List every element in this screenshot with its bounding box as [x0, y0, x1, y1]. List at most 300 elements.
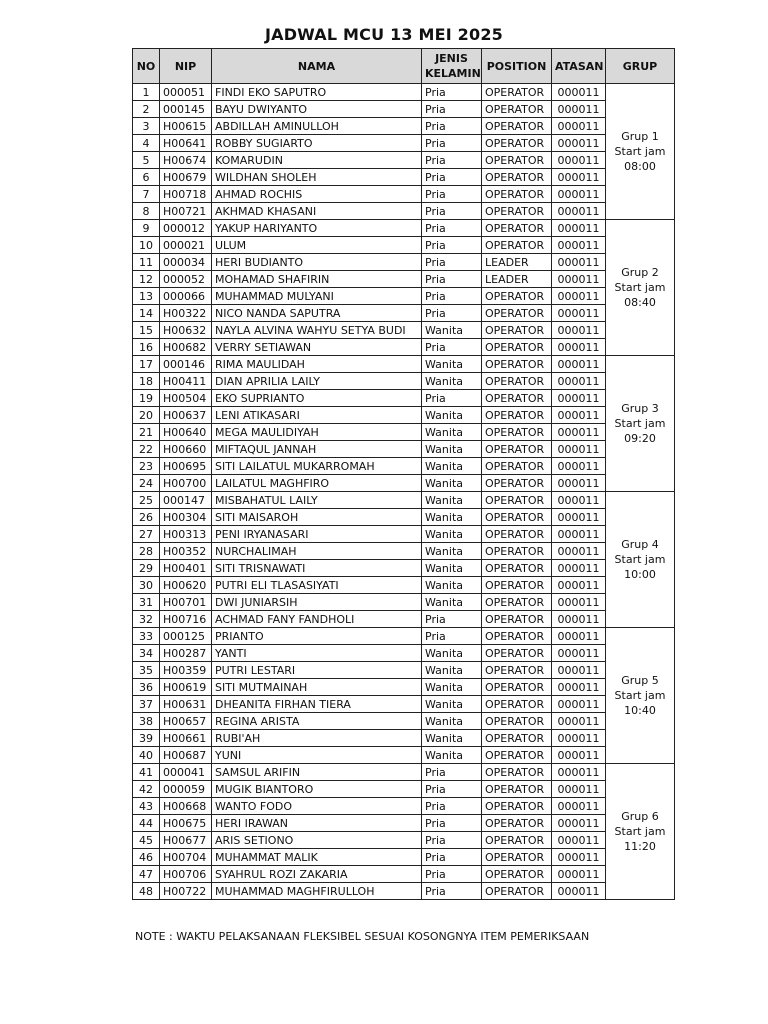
cell-jenis-kelamin: Wanita — [422, 679, 482, 696]
table-row — [133, 475, 675, 492]
cell-position: OPERATOR — [482, 560, 552, 577]
cell-nama: ARIS SETIONO — [212, 832, 422, 849]
cell-nip: H00706 — [160, 866, 212, 883]
cell-nama: SAMSUL ARIFIN — [212, 764, 422, 781]
cell-no: 46 — [133, 849, 160, 866]
cell-nip: H00721 — [160, 203, 212, 220]
cell-nip: H00641 — [160, 135, 212, 152]
group-cell — [606, 356, 675, 492]
cell-nip: H00411 — [160, 373, 212, 390]
header-nip: NIP — [160, 49, 212, 84]
cell-nama: PUTRI ELI TLASASIYATI — [212, 577, 422, 594]
group-start-label: Start jam — [614, 417, 666, 430]
cell-jenis-kelamin: Wanita — [422, 645, 482, 662]
cell-nama: MUHAMMAT MALIK — [212, 849, 422, 866]
cell-no: 10 — [133, 237, 160, 254]
cell-atasan: 000011 — [552, 237, 606, 254]
cell-atasan: 000011 — [552, 169, 606, 186]
cell-nip: H00657 — [160, 713, 212, 730]
cell-nama: LAILATUL MAGHFIRO — [212, 475, 422, 492]
group-start-label: Start jam — [614, 825, 666, 838]
cell-nama: ULUM — [212, 237, 422, 254]
cell-atasan: 000011 — [552, 645, 606, 662]
cell-nama: WILDHAN SHOLEH — [212, 169, 422, 186]
cell-atasan: 000011 — [552, 424, 606, 441]
cell-position: OPERATOR — [482, 815, 552, 832]
cell-jenis-kelamin: Pria — [422, 220, 482, 237]
cell-jenis-kelamin: Pria — [422, 152, 482, 169]
table-row — [133, 237, 675, 254]
cell-atasan: 000011 — [552, 798, 606, 815]
cell-nip: 000052 — [160, 271, 212, 288]
group-label: Grup 6 — [621, 810, 659, 823]
cell-jenis-kelamin: Wanita — [422, 594, 482, 611]
cell-atasan: 000011 — [552, 696, 606, 713]
cell-no: 24 — [133, 475, 160, 492]
cell-atasan: 000011 — [552, 373, 606, 390]
header-grup: GRUP — [606, 49, 675, 84]
cell-no: 44 — [133, 815, 160, 832]
table-row — [133, 169, 675, 186]
cell-nama: MUHAMMAD MULYANI — [212, 288, 422, 305]
cell-no: 37 — [133, 696, 160, 713]
cell-jenis-kelamin: Pria — [422, 849, 482, 866]
group-time: 09:20 — [624, 432, 656, 445]
group-time: 08:40 — [624, 296, 656, 309]
table-row — [133, 407, 675, 424]
group-cell — [606, 492, 675, 628]
cell-position: OPERATOR — [482, 747, 552, 764]
cell-position: OPERATOR — [482, 101, 552, 118]
cell-no: 7 — [133, 186, 160, 203]
cell-nip: 000034 — [160, 254, 212, 271]
table-row — [133, 101, 675, 118]
cell-atasan: 000011 — [552, 305, 606, 322]
cell-atasan: 000011 — [552, 866, 606, 883]
cell-jenis-kelamin: Wanita — [422, 407, 482, 424]
group-label: Grup 2 — [621, 266, 659, 279]
cell-atasan: 000011 — [552, 594, 606, 611]
cell-jenis-kelamin: Pria — [422, 628, 482, 645]
cell-nip: H00682 — [160, 339, 212, 356]
cell-position: OPERATOR — [482, 849, 552, 866]
cell-nama: VERRY SETIAWAN — [212, 339, 422, 356]
table-header — [133, 49, 675, 84]
cell-nip: H00615 — [160, 118, 212, 135]
cell-nama: DIAN APRILIA LAILY — [212, 373, 422, 390]
table-row — [133, 849, 675, 866]
table-row — [133, 203, 675, 220]
group-start-label: Start jam — [614, 553, 666, 566]
cell-jenis-kelamin: Wanita — [422, 356, 482, 373]
table-row — [133, 866, 675, 883]
cell-no: 8 — [133, 203, 160, 220]
group-cell — [606, 764, 675, 900]
cell-jenis-kelamin: Pria — [422, 883, 482, 900]
cell-position: OPERATOR — [482, 798, 552, 815]
group-start-label: Start jam — [614, 145, 666, 158]
table-row — [133, 662, 675, 679]
table-row — [133, 747, 675, 764]
cell-jenis-kelamin: Pria — [422, 101, 482, 118]
cell-position: OPERATOR — [482, 730, 552, 747]
table-row — [133, 305, 675, 322]
cell-no: 11 — [133, 254, 160, 271]
cell-no: 17 — [133, 356, 160, 373]
cell-nama: ABDILLAH AMINULLOH — [212, 118, 422, 135]
cell-no: 45 — [133, 832, 160, 849]
cell-nip: H00620 — [160, 577, 212, 594]
cell-nip: H00304 — [160, 509, 212, 526]
cell-atasan: 000011 — [552, 390, 606, 407]
cell-position: OPERATOR — [482, 339, 552, 356]
cell-position: LEADER — [482, 254, 552, 271]
cell-no: 2 — [133, 101, 160, 118]
cell-jenis-kelamin: Pria — [422, 305, 482, 322]
cell-nip: H00704 — [160, 849, 212, 866]
cell-jenis-kelamin: Wanita — [422, 577, 482, 594]
cell-jenis-kelamin: Wanita — [422, 560, 482, 577]
group-label: Grup 3 — [621, 402, 659, 415]
table-row — [133, 322, 675, 339]
cell-atasan: 000011 — [552, 339, 606, 356]
table-row — [133, 390, 675, 407]
cell-nip: 000146 — [160, 356, 212, 373]
cell-atasan: 000011 — [552, 271, 606, 288]
cell-atasan: 000011 — [552, 101, 606, 118]
cell-atasan: 000011 — [552, 288, 606, 305]
cell-position: OPERATOR — [482, 305, 552, 322]
cell-no: 47 — [133, 866, 160, 883]
cell-nip: H00352 — [160, 543, 212, 560]
cell-nip: H00640 — [160, 424, 212, 441]
cell-nip: 000012 — [160, 220, 212, 237]
cell-atasan: 000011 — [552, 492, 606, 509]
cell-no: 5 — [133, 152, 160, 169]
cell-nip: 000145 — [160, 101, 212, 118]
cell-jenis-kelamin: Pria — [422, 254, 482, 271]
cell-position: OPERATOR — [482, 186, 552, 203]
cell-nama: AHMAD ROCHIS — [212, 186, 422, 203]
cell-jenis-kelamin: Pria — [422, 203, 482, 220]
table-row — [133, 339, 675, 356]
cell-jenis-kelamin: Pria — [422, 611, 482, 628]
cell-jenis-kelamin: Pria — [422, 135, 482, 152]
cell-nip: 000041 — [160, 764, 212, 781]
cell-nama: HERI BUDIANTO — [212, 254, 422, 271]
group-start-label: Start jam — [614, 689, 666, 702]
cell-no: 35 — [133, 662, 160, 679]
cell-atasan: 000011 — [552, 560, 606, 577]
cell-nip: 000059 — [160, 781, 212, 798]
table-row — [133, 577, 675, 594]
table-row — [133, 186, 675, 203]
cell-no: 26 — [133, 509, 160, 526]
cell-nip: H00632 — [160, 322, 212, 339]
cell-nip: H00660 — [160, 441, 212, 458]
table-row — [133, 798, 675, 815]
cell-position: OPERATOR — [482, 883, 552, 900]
cell-atasan: 000011 — [552, 135, 606, 152]
cell-jenis-kelamin: Wanita — [422, 730, 482, 747]
cell-nama: MUGIK BIANTORO — [212, 781, 422, 798]
cell-nip: H00287 — [160, 645, 212, 662]
table-row — [133, 645, 675, 662]
cell-nip: 000066 — [160, 288, 212, 305]
cell-no: 25 — [133, 492, 160, 509]
cell-jenis-kelamin: Pria — [422, 169, 482, 186]
cell-nip: H00718 — [160, 186, 212, 203]
cell-no: 13 — [133, 288, 160, 305]
group-time: 08:00 — [624, 160, 656, 173]
cell-atasan: 000011 — [552, 458, 606, 475]
cell-nama: ACHMAD FANY FANDHOLI — [212, 611, 422, 628]
cell-nip: H00722 — [160, 883, 212, 900]
cell-no: 42 — [133, 781, 160, 798]
cell-jenis-kelamin: Pria — [422, 271, 482, 288]
cell-nama: DHEANITA FIRHAN TIERA — [212, 696, 422, 713]
cell-jenis-kelamin: Pria — [422, 390, 482, 407]
cell-no: 19 — [133, 390, 160, 407]
table-row — [133, 424, 675, 441]
cell-nip: H00631 — [160, 696, 212, 713]
cell-jenis-kelamin: Wanita — [422, 713, 482, 730]
cell-nama: REGINA ARISTA — [212, 713, 422, 730]
table-row — [133, 832, 675, 849]
table-row — [133, 441, 675, 458]
cell-jenis-kelamin: Wanita — [422, 696, 482, 713]
cell-nama: SITI MUTMAINAH — [212, 679, 422, 696]
cell-atasan: 000011 — [552, 220, 606, 237]
group-cell — [606, 84, 675, 220]
schedule-table — [132, 48, 675, 900]
cell-nip: H00322 — [160, 305, 212, 322]
cell-atasan: 000011 — [552, 509, 606, 526]
cell-position: OPERATOR — [482, 543, 552, 560]
cell-position: OPERATOR — [482, 373, 552, 390]
cell-position: OPERATOR — [482, 509, 552, 526]
cell-position: OPERATOR — [482, 662, 552, 679]
cell-nip: 000021 — [160, 237, 212, 254]
cell-jenis-kelamin: Pria — [422, 288, 482, 305]
cell-atasan: 000011 — [552, 441, 606, 458]
cell-no: 32 — [133, 611, 160, 628]
cell-nip: H00687 — [160, 747, 212, 764]
cell-nama: MOHAMAD SHAFIRIN — [212, 271, 422, 288]
cell-position: OPERATOR — [482, 492, 552, 509]
cell-jenis-kelamin: Wanita — [422, 543, 482, 560]
cell-nip: 000147 — [160, 492, 212, 509]
header-no: NO — [133, 49, 160, 84]
cell-no: 9 — [133, 220, 160, 237]
cell-nama: AKHMAD KHASANI — [212, 203, 422, 220]
cell-jenis-kelamin: Pria — [422, 237, 482, 254]
table-row — [133, 764, 675, 781]
cell-no: 3 — [133, 118, 160, 135]
group-time: 10:00 — [624, 568, 656, 581]
cell-no: 31 — [133, 594, 160, 611]
cell-nama: PENI IRYANASARI — [212, 526, 422, 543]
cell-position: OPERATOR — [482, 526, 552, 543]
cell-position: OPERATOR — [482, 832, 552, 849]
cell-jenis-kelamin: Pria — [422, 118, 482, 135]
cell-nama: SITI MAISAROH — [212, 509, 422, 526]
cell-nama: SITI TRISNAWATI — [212, 560, 422, 577]
cell-jenis-kelamin: Pria — [422, 781, 482, 798]
cell-no: 40 — [133, 747, 160, 764]
cell-jenis-kelamin: Wanita — [422, 492, 482, 509]
table-row — [133, 84, 675, 101]
cell-atasan: 000011 — [552, 543, 606, 560]
group-time: 11:20 — [624, 840, 656, 853]
cell-position: OPERATOR — [482, 696, 552, 713]
cell-atasan: 000011 — [552, 203, 606, 220]
cell-no: 36 — [133, 679, 160, 696]
table-row — [133, 730, 675, 747]
table-row — [133, 220, 675, 237]
cell-no: 23 — [133, 458, 160, 475]
cell-atasan: 000011 — [552, 84, 606, 101]
cell-position: OPERATOR — [482, 594, 552, 611]
cell-atasan: 000011 — [552, 118, 606, 135]
cell-position: OPERATOR — [482, 628, 552, 645]
cell-nama: YANTI — [212, 645, 422, 662]
cell-nama: BAYU DWIYANTO — [212, 101, 422, 118]
cell-position: OPERATOR — [482, 611, 552, 628]
cell-no: 34 — [133, 645, 160, 662]
group-start-label: Start jam — [614, 281, 666, 294]
cell-nama: NICO NANDA SAPUTRA — [212, 305, 422, 322]
group-time: 10:40 — [624, 704, 656, 717]
table-body — [133, 84, 675, 900]
cell-atasan: 000011 — [552, 254, 606, 271]
cell-no: 22 — [133, 441, 160, 458]
cell-no: 48 — [133, 883, 160, 900]
cell-position: OPERATOR — [482, 220, 552, 237]
page-title: JADWAL MCU 13 MEI 2025 — [264, 25, 504, 44]
cell-position: OPERATOR — [482, 713, 552, 730]
cell-position: OPERATOR — [482, 288, 552, 305]
cell-nip: H00313 — [160, 526, 212, 543]
cell-position: OPERATOR — [482, 475, 552, 492]
cell-nip: H00668 — [160, 798, 212, 815]
cell-no: 27 — [133, 526, 160, 543]
cell-nama: MISBAHATUL LAILY — [212, 492, 422, 509]
cell-nama: FINDI EKO SAPUTRO — [212, 84, 422, 101]
cell-position: OPERATOR — [482, 424, 552, 441]
cell-position: OPERATOR — [482, 407, 552, 424]
cell-nama: RIMA MAULIDAH — [212, 356, 422, 373]
group-cell — [606, 628, 675, 764]
group-cell — [606, 220, 675, 356]
table-row — [133, 594, 675, 611]
table-row — [133, 458, 675, 475]
cell-nip: H00700 — [160, 475, 212, 492]
table-row — [133, 611, 675, 628]
table-row — [133, 713, 675, 730]
cell-atasan: 000011 — [552, 662, 606, 679]
cell-atasan: 000011 — [552, 475, 606, 492]
cell-nama: PRIANTO — [212, 628, 422, 645]
cell-position: OPERATOR — [482, 764, 552, 781]
cell-nama: ROBBY SUGIARTO — [212, 135, 422, 152]
cell-no: 20 — [133, 407, 160, 424]
cell-position: OPERATOR — [482, 152, 552, 169]
cell-nama: EKO SUPRIANTO — [212, 390, 422, 407]
table-row — [133, 373, 675, 390]
cell-nip: H00677 — [160, 832, 212, 849]
table-row — [133, 254, 675, 271]
cell-position: OPERATOR — [482, 441, 552, 458]
cell-position: OPERATOR — [482, 390, 552, 407]
cell-jenis-kelamin: Wanita — [422, 526, 482, 543]
footer-note: NOTE : WAKTU PELAKSANAAN FLEKSIBEL SESUAI KOSONGNYA ITEM PEMERIKSAAN — [135, 930, 590, 943]
cell-atasan: 000011 — [552, 849, 606, 866]
header-nama: NAMA — [212, 49, 422, 84]
cell-nama: SYAHRUL ROZI ZAKARIA — [212, 866, 422, 883]
cell-position: OPERATOR — [482, 458, 552, 475]
cell-jenis-kelamin: Wanita — [422, 373, 482, 390]
cell-atasan: 000011 — [552, 730, 606, 747]
cell-no: 12 — [133, 271, 160, 288]
cell-atasan: 000011 — [552, 713, 606, 730]
cell-position: OPERATOR — [482, 118, 552, 135]
table-row — [133, 271, 675, 288]
cell-no: 18 — [133, 373, 160, 390]
table-row — [133, 679, 675, 696]
cell-position: OPERATOR — [482, 135, 552, 152]
cell-nama: NAYLA ALVINA WAHYU SETYA BUDI — [212, 322, 422, 339]
cell-jenis-kelamin: Pria — [422, 798, 482, 815]
cell-position: OPERATOR — [482, 84, 552, 101]
cell-no: 4 — [133, 135, 160, 152]
cell-jenis-kelamin: Wanita — [422, 662, 482, 679]
cell-no: 21 — [133, 424, 160, 441]
header-atasan: ATASAN — [552, 49, 606, 84]
cell-nip: H00401 — [160, 560, 212, 577]
cell-nip: H00701 — [160, 594, 212, 611]
cell-nip: H00661 — [160, 730, 212, 747]
table-row — [133, 696, 675, 713]
cell-position: OPERATOR — [482, 577, 552, 594]
cell-atasan: 000011 — [552, 577, 606, 594]
cell-nip: H00359 — [160, 662, 212, 679]
cell-atasan: 000011 — [552, 679, 606, 696]
cell-atasan: 000011 — [552, 526, 606, 543]
cell-jenis-kelamin: Wanita — [422, 475, 482, 492]
cell-nip: H00504 — [160, 390, 212, 407]
cell-jenis-kelamin: Pria — [422, 815, 482, 832]
cell-nama: PUTRI LESTARI — [212, 662, 422, 679]
cell-atasan: 000011 — [552, 747, 606, 764]
table-row — [133, 815, 675, 832]
table-row — [133, 509, 675, 526]
table-row — [133, 492, 675, 509]
table-row — [133, 152, 675, 169]
cell-jenis-kelamin: Wanita — [422, 424, 482, 441]
table-row — [133, 560, 675, 577]
cell-jenis-kelamin: Pria — [422, 339, 482, 356]
cell-atasan: 000011 — [552, 356, 606, 373]
cell-atasan: 000011 — [552, 186, 606, 203]
cell-no: 29 — [133, 560, 160, 577]
cell-position: OPERATOR — [482, 203, 552, 220]
cell-atasan: 000011 — [552, 628, 606, 645]
cell-no: 38 — [133, 713, 160, 730]
table-row — [133, 135, 675, 152]
cell-position: LEADER — [482, 271, 552, 288]
cell-jenis-kelamin: Pria — [422, 866, 482, 883]
